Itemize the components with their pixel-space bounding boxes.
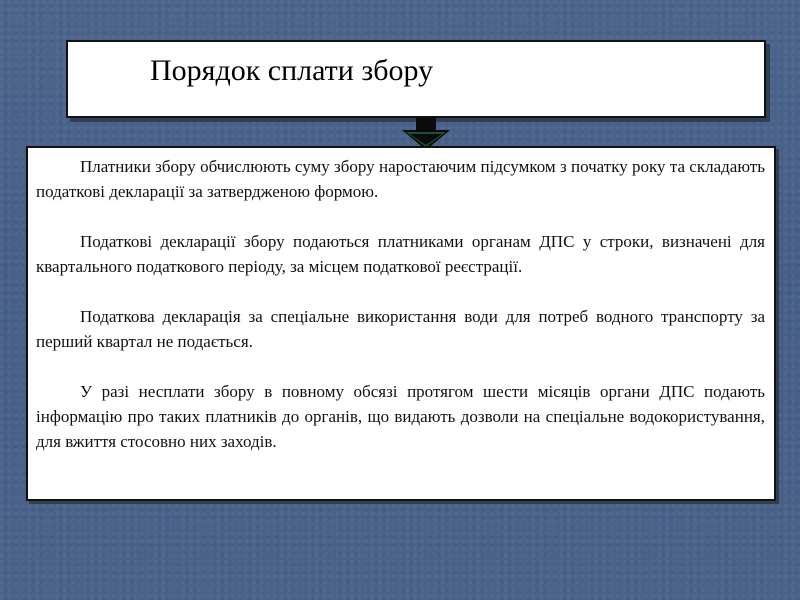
- title-box: [66, 40, 766, 118]
- paragraph-1: Платники збору обчислюють суму збору наростаючим підсумком з початку року та складають податкові декларації за затвердженою формою.: [36, 157, 765, 201]
- page-title: Порядок сплати збору: [150, 54, 434, 87]
- paragraph-4: У разі несплати збору в повному обсязі протягом шести місяців органи ДПС подають інформацію про таких платників до органів, що видають дозволи на спеціальне водокористування, для вжиття стосовно них заходів.: [36, 382, 765, 451]
- content-box: [26, 146, 776, 501]
- paragraph-3: Податкова декларація за спеціальне використання води для потреб водного транспорту за перший квартал не подається.: [36, 307, 765, 351]
- paragraph-2: Податкові декларації збору подаються платниками органам ДПС у строки, визначені для квартального податкового періоду, за місцем податкової реєстрації.: [36, 232, 765, 276]
